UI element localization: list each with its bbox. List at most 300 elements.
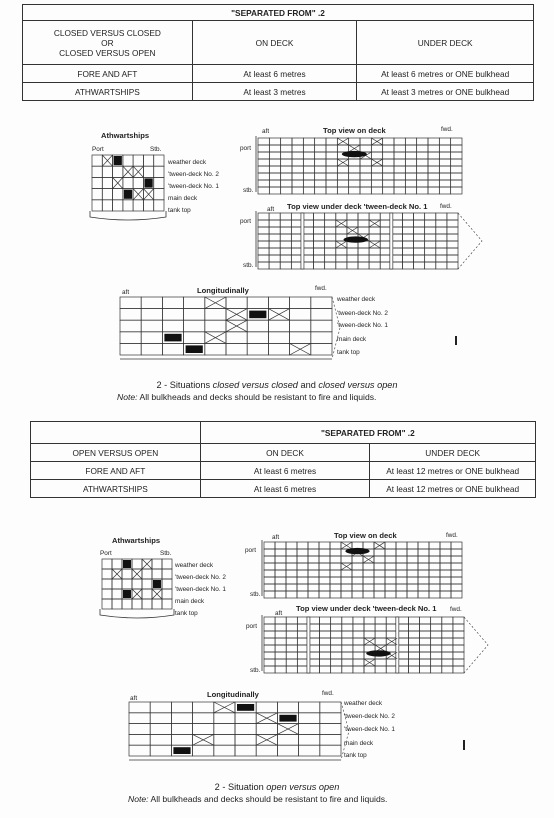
dangerous-goods-container bbox=[123, 560, 131, 568]
container-slot bbox=[112, 599, 122, 609]
container-slot bbox=[360, 145, 371, 152]
container-slot bbox=[269, 241, 280, 248]
container-slot bbox=[311, 343, 332, 355]
tween-deck-1-label: 'tween-deck No. 1 bbox=[344, 726, 395, 733]
dangerous-goods-container bbox=[279, 715, 296, 722]
container-slot bbox=[337, 173, 348, 180]
figure-2-note bbox=[128, 794, 387, 804]
container-slot bbox=[102, 166, 112, 177]
container-slot bbox=[315, 180, 326, 187]
container-slot bbox=[360, 173, 371, 180]
container-slot bbox=[420, 659, 431, 666]
container-slot bbox=[330, 584, 341, 591]
container-slot bbox=[258, 166, 269, 173]
longitudinally-title: Longitudinally bbox=[207, 690, 259, 699]
table-header-on-deck: ON DECK bbox=[200, 444, 370, 462]
container-slot bbox=[429, 556, 440, 563]
container-slot bbox=[374, 563, 385, 570]
bulkhead bbox=[301, 213, 304, 269]
row-label: FORE AND AFT bbox=[23, 65, 193, 83]
container-slot bbox=[320, 659, 331, 666]
container-slot bbox=[342, 652, 353, 659]
container-slot bbox=[394, 187, 405, 194]
container-slot bbox=[396, 591, 407, 598]
container-slot bbox=[281, 145, 292, 152]
container-slot bbox=[123, 177, 133, 188]
container-slot bbox=[320, 702, 341, 713]
container-slot bbox=[275, 659, 286, 666]
container-slot bbox=[407, 563, 418, 570]
table-row bbox=[23, 83, 534, 101]
container-slot bbox=[439, 180, 450, 187]
container-slot bbox=[383, 173, 394, 180]
container-slot bbox=[120, 297, 141, 309]
container-slot bbox=[453, 617, 464, 624]
container-slot bbox=[326, 152, 337, 159]
container-slot bbox=[342, 666, 353, 673]
container-slot bbox=[154, 166, 164, 177]
header-line: OR bbox=[101, 37, 114, 48]
container-slot bbox=[440, 570, 451, 577]
aft-label: aft bbox=[267, 206, 275, 213]
container-slot bbox=[408, 638, 419, 645]
tween-deck-2-label: 'tween-deck No. 2 bbox=[168, 171, 219, 178]
container-slot bbox=[235, 713, 256, 724]
aft-label: aft bbox=[272, 534, 280, 541]
segregation-table-closed bbox=[22, 4, 534, 101]
container-slot bbox=[311, 320, 332, 332]
container-slot bbox=[184, 332, 205, 344]
container-slot bbox=[325, 241, 336, 248]
caption-italic: closed versus open bbox=[318, 380, 398, 390]
container-slot bbox=[92, 155, 102, 166]
container-slot bbox=[269, 138, 280, 145]
container-slot bbox=[336, 262, 347, 269]
container-slot bbox=[290, 309, 311, 321]
container-slot bbox=[205, 320, 226, 332]
container-slot bbox=[214, 734, 235, 745]
container-slot bbox=[337, 187, 348, 194]
container-slot bbox=[369, 262, 380, 269]
container-slot bbox=[407, 542, 418, 549]
container-slot bbox=[383, 180, 394, 187]
container-slot bbox=[405, 145, 416, 152]
top-view-on-deck-title: Top view on deck bbox=[334, 531, 397, 540]
row-under-deck: At least 12 metres or ONE bulkhead bbox=[370, 462, 536, 480]
container-slot bbox=[383, 152, 394, 159]
container-slot bbox=[414, 220, 425, 227]
top-view-on-deck-diagram bbox=[262, 540, 468, 602]
container-slot bbox=[417, 145, 428, 152]
main-deck-label: main deck bbox=[344, 740, 374, 747]
container-slot bbox=[162, 589, 172, 599]
container-slot bbox=[275, 549, 286, 556]
container-slot bbox=[325, 213, 336, 220]
fwd-label: fwd. bbox=[315, 285, 327, 292]
container-slot bbox=[414, 262, 425, 269]
container-slot bbox=[308, 570, 319, 577]
container-slot bbox=[352, 570, 363, 577]
container-slot bbox=[120, 332, 141, 344]
container-slot bbox=[451, 138, 462, 145]
container-slot bbox=[152, 559, 162, 569]
container-slot bbox=[133, 200, 143, 211]
container-slot bbox=[258, 255, 269, 262]
container-slot bbox=[417, 152, 428, 159]
note-text: All bulkheads and decks should be resistant to fire and liquids. bbox=[148, 794, 388, 804]
container-slot bbox=[428, 187, 439, 194]
container-slot bbox=[269, 213, 280, 220]
container-slot bbox=[277, 734, 298, 745]
container-slot bbox=[407, 549, 418, 556]
container-slot bbox=[292, 138, 303, 145]
container-slot bbox=[286, 556, 297, 563]
dangerous-goods-container bbox=[249, 311, 266, 319]
margin-mark bbox=[455, 336, 457, 345]
container-slot bbox=[281, 166, 292, 173]
container-slot bbox=[113, 200, 123, 211]
container-slot bbox=[141, 297, 162, 309]
container-slot bbox=[122, 569, 132, 579]
container-slot bbox=[396, 570, 407, 577]
container-slot bbox=[269, 248, 280, 255]
container-slot bbox=[152, 569, 162, 579]
container-slot bbox=[436, 234, 447, 241]
container-slot bbox=[280, 220, 291, 227]
container-slot bbox=[326, 138, 337, 145]
container-slot bbox=[299, 734, 320, 745]
container-slot bbox=[431, 666, 442, 673]
stb-label: stb. bbox=[250, 667, 261, 674]
table-header-situation bbox=[23, 21, 193, 65]
dangerous-goods-container bbox=[366, 650, 390, 656]
container-slot bbox=[363, 591, 374, 598]
container-slot bbox=[330, 542, 341, 549]
container-slot bbox=[418, 556, 429, 563]
container-slot bbox=[383, 138, 394, 145]
container-slot bbox=[275, 624, 286, 631]
container-slot bbox=[235, 734, 256, 745]
container-slot bbox=[303, 152, 314, 159]
container-slot bbox=[342, 624, 353, 631]
figure-2-caption bbox=[0, 782, 554, 792]
container-slot bbox=[141, 309, 162, 321]
container-slot bbox=[440, 584, 451, 591]
fwd-label: fwd. bbox=[441, 126, 453, 133]
container-slot bbox=[349, 180, 360, 187]
container-slot bbox=[193, 713, 214, 724]
tank-top-label: tank top bbox=[175, 610, 198, 617]
container-slot bbox=[319, 542, 330, 549]
container-slot bbox=[353, 617, 364, 624]
container-slot bbox=[264, 631, 275, 638]
container-slot bbox=[336, 213, 347, 220]
container-slot bbox=[171, 713, 192, 724]
container-slot bbox=[349, 166, 360, 173]
container-slot bbox=[353, 638, 364, 645]
container-slot bbox=[414, 234, 425, 241]
container-slot bbox=[425, 255, 436, 262]
port-label: port bbox=[240, 218, 252, 225]
caption-text: and bbox=[297, 380, 319, 390]
container-slot bbox=[297, 549, 308, 556]
top-view-under-deck-title: Top view under deck 'tween-deck No. 1 bbox=[287, 202, 428, 211]
container-slot bbox=[418, 584, 429, 591]
container-slot bbox=[408, 652, 419, 659]
container-slot bbox=[374, 549, 385, 556]
main-deck-label: main deck bbox=[175, 598, 205, 605]
port-label: port bbox=[246, 623, 258, 630]
caption-italic: open versus open bbox=[266, 782, 340, 792]
table-header-on-deck: ON DECK bbox=[192, 21, 357, 65]
container-slot bbox=[451, 159, 462, 166]
container-slot bbox=[331, 624, 342, 631]
container-slot bbox=[336, 227, 347, 234]
container-slot bbox=[375, 638, 386, 645]
container-slot bbox=[256, 724, 277, 735]
container-slot bbox=[353, 652, 364, 659]
container-slot bbox=[286, 645, 297, 652]
container-slot bbox=[429, 549, 440, 556]
container-slot bbox=[414, 227, 425, 234]
container-slot bbox=[92, 177, 102, 188]
container-slot bbox=[269, 187, 280, 194]
container-slot bbox=[383, 159, 394, 166]
container-slot bbox=[315, 187, 326, 194]
container-slot bbox=[102, 189, 112, 200]
container-slot bbox=[347, 248, 358, 255]
tween-deck-2-label: 'tween-deck No. 2 bbox=[344, 713, 395, 720]
container-slot bbox=[320, 652, 331, 659]
container-slot bbox=[371, 187, 382, 194]
container-slot bbox=[303, 166, 314, 173]
container-slot bbox=[193, 724, 214, 735]
container-slot bbox=[431, 624, 442, 631]
dangerous-goods-container bbox=[344, 236, 368, 242]
container-slot bbox=[280, 255, 291, 262]
container-slot bbox=[440, 591, 451, 598]
container-slot bbox=[275, 591, 286, 598]
container-slot bbox=[385, 584, 396, 591]
container-slot bbox=[102, 589, 112, 599]
container-slot bbox=[320, 638, 331, 645]
table-row bbox=[23, 65, 534, 83]
container-slot bbox=[303, 159, 314, 166]
container-slot bbox=[150, 724, 171, 735]
athwartships-section-diagram bbox=[88, 153, 168, 221]
container-slot bbox=[258, 159, 269, 166]
container-slot bbox=[264, 542, 275, 549]
container-slot bbox=[303, 187, 314, 194]
container-slot bbox=[264, 549, 275, 556]
container-slot bbox=[451, 570, 462, 577]
container-slot bbox=[258, 220, 269, 227]
container-slot bbox=[269, 173, 280, 180]
container-slot bbox=[453, 624, 464, 631]
container-slot bbox=[258, 213, 269, 220]
container-slot bbox=[292, 152, 303, 159]
container-slot bbox=[451, 584, 462, 591]
container-slot bbox=[290, 320, 311, 332]
container-slot bbox=[407, 577, 418, 584]
container-slot bbox=[311, 297, 332, 309]
container-slot bbox=[154, 200, 164, 211]
container-slot bbox=[358, 262, 369, 269]
hull-outline bbox=[90, 211, 166, 220]
container-slot bbox=[247, 343, 268, 355]
tank-top-label: tank top bbox=[337, 349, 360, 356]
container-slot bbox=[371, 152, 382, 159]
table-row bbox=[31, 462, 536, 480]
dangerous-goods-container bbox=[164, 334, 181, 342]
container-slot bbox=[417, 187, 428, 194]
container-slot bbox=[451, 563, 462, 570]
container-slot bbox=[352, 563, 363, 570]
container-slot bbox=[408, 645, 419, 652]
container-slot bbox=[281, 173, 292, 180]
row-under-deck: At least 6 metres or ONE bulkhead bbox=[357, 65, 534, 83]
caption-text: 2 - Situation bbox=[214, 782, 267, 792]
container-slot bbox=[214, 745, 235, 756]
container-slot bbox=[428, 159, 439, 166]
container-slot bbox=[142, 589, 152, 599]
container-slot bbox=[428, 152, 439, 159]
container-slot bbox=[418, 591, 429, 598]
row-under-deck: At least 12 metres or ONE bulkhead bbox=[370, 480, 536, 498]
container-slot bbox=[436, 262, 447, 269]
container-slot bbox=[417, 166, 428, 173]
figure-1-caption bbox=[0, 380, 554, 390]
stb-label: stb. bbox=[243, 262, 254, 269]
tween-deck-2-label: 'tween-deck No. 2 bbox=[337, 310, 388, 317]
tank-top-label: tank top bbox=[344, 752, 367, 759]
container-slot bbox=[286, 570, 297, 577]
container-slot bbox=[383, 187, 394, 194]
container-slot bbox=[425, 213, 436, 220]
container-slot bbox=[214, 713, 235, 724]
note-text: All bulkheads and decks should be resistant to fire and liquids. bbox=[137, 392, 377, 402]
container-slot bbox=[226, 343, 247, 355]
container-slot bbox=[436, 213, 447, 220]
container-slot bbox=[451, 577, 462, 584]
container-slot bbox=[184, 309, 205, 321]
container-slot bbox=[442, 638, 453, 645]
container-slot bbox=[297, 577, 308, 584]
container-slot bbox=[258, 262, 269, 269]
container-slot bbox=[226, 332, 247, 344]
container-slot bbox=[320, 734, 341, 745]
container-slot bbox=[383, 166, 394, 173]
container-slot bbox=[439, 152, 450, 159]
container-slot bbox=[417, 138, 428, 145]
container-slot bbox=[414, 213, 425, 220]
top-view-on-deck-title: Top view on deck bbox=[323, 126, 386, 135]
container-slot bbox=[320, 645, 331, 652]
container-slot bbox=[331, 652, 342, 659]
container-slot bbox=[336, 255, 347, 262]
container-slot bbox=[113, 189, 123, 200]
container-slot bbox=[308, 563, 319, 570]
fwd-label: fwd. bbox=[440, 203, 452, 210]
container-slot bbox=[141, 343, 162, 355]
container-slot bbox=[92, 189, 102, 200]
container-slot bbox=[394, 138, 405, 145]
container-slot bbox=[286, 666, 297, 673]
container-slot bbox=[319, 570, 330, 577]
container-slot bbox=[314, 213, 325, 220]
container-slot bbox=[453, 666, 464, 673]
container-slot bbox=[268, 343, 289, 355]
container-slot bbox=[303, 180, 314, 187]
container-slot bbox=[360, 138, 371, 145]
container-slot bbox=[286, 638, 297, 645]
container-slot bbox=[292, 187, 303, 194]
container-slot bbox=[402, 248, 413, 255]
container-slot bbox=[330, 563, 341, 570]
container-slot bbox=[402, 241, 413, 248]
container-slot bbox=[269, 255, 280, 262]
bow-outline bbox=[464, 617, 488, 673]
figure-1-note bbox=[117, 392, 376, 402]
container-slot bbox=[258, 234, 269, 241]
container-slot bbox=[269, 166, 280, 173]
container-slot bbox=[205, 309, 226, 321]
container-slot bbox=[341, 556, 352, 563]
container-slot bbox=[385, 570, 396, 577]
container-slot bbox=[326, 159, 337, 166]
container-slot bbox=[326, 187, 337, 194]
container-slot bbox=[193, 702, 214, 713]
container-slot bbox=[325, 220, 336, 227]
container-slot bbox=[360, 166, 371, 173]
container-slot bbox=[247, 297, 268, 309]
container-slot bbox=[286, 617, 297, 624]
container-slot bbox=[425, 248, 436, 255]
container-slot bbox=[235, 745, 256, 756]
container-slot bbox=[325, 255, 336, 262]
container-slot bbox=[314, 248, 325, 255]
container-slot bbox=[258, 180, 269, 187]
container-slot bbox=[431, 652, 442, 659]
dangerous-goods-container bbox=[186, 345, 203, 353]
main-deck-label: main deck bbox=[168, 195, 198, 202]
container-slot bbox=[150, 745, 171, 756]
container-slot bbox=[394, 166, 405, 173]
note-label: Note: bbox=[128, 794, 149, 804]
container-slot bbox=[120, 320, 141, 332]
fwd-label: fwd. bbox=[446, 532, 458, 539]
container-slot bbox=[394, 173, 405, 180]
header-line: CLOSED VERSUS OPEN bbox=[59, 47, 156, 58]
container-slot bbox=[358, 213, 369, 220]
tween-deck-1-label: 'tween-deck No. 1 bbox=[168, 183, 219, 190]
container-slot bbox=[308, 591, 319, 598]
row-on-deck: At least 6 metres bbox=[200, 462, 370, 480]
container-slot bbox=[447, 234, 458, 241]
container-slot bbox=[425, 234, 436, 241]
container-slot bbox=[436, 227, 447, 234]
container-slot bbox=[280, 227, 291, 234]
container-slot bbox=[269, 262, 280, 269]
container-slot bbox=[352, 577, 363, 584]
weather-deck-label: weather deck bbox=[175, 562, 214, 569]
container-slot bbox=[112, 589, 122, 599]
container-slot bbox=[129, 734, 150, 745]
container-slot bbox=[258, 227, 269, 234]
container-slot bbox=[319, 584, 330, 591]
container-slot bbox=[342, 659, 353, 666]
container-slot bbox=[394, 180, 405, 187]
